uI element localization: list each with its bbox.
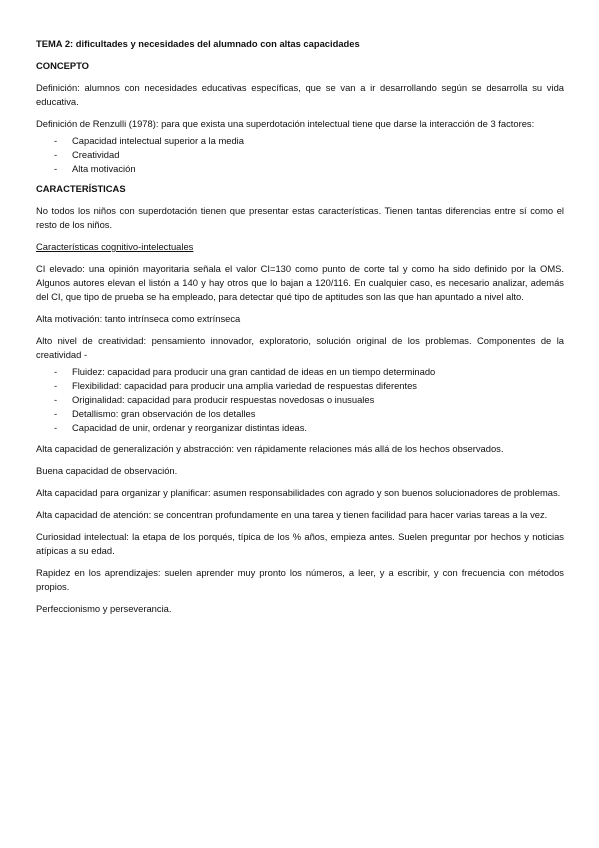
cognitivo-heading: Características cognitivo-intelectuales [36,241,194,252]
document-body [36,37,564,624]
document-title: TEMA 2: dificultades y necesidades del alumnado con altas capacidades [36,38,360,49]
concepto-heading: CONCEPTO [36,60,89,71]
list-item: - Alta motivación [36,162,564,176]
list-item: - Originalidad: capacidad para producir respuestas novedosas o inusuales [36,393,564,407]
list-item: - Capacidad de unir, ordenar y reorganizar distintas ideas. [36,421,564,435]
definicion-paragraph: Definición: alumnos con necesidades educativas específicas, que se van a ir desarrollando según se desarrolla su vida educativa. [36,82,564,107]
generalizacion-paragraph: Alta capacidad de generalización y abstracción: ven rápidamente relaciones más allá de los hechos observados. [36,443,504,454]
list-item: - Creatividad [36,148,564,162]
caracteristicas-heading: CARACTERÍSTICAS [36,183,126,194]
observacion-paragraph: Buena capacidad de observación. [36,465,178,476]
list-item: - Flexibilidad: capacidad para producir una amplia variedad de respuestas diferentes [36,379,564,393]
caracteristicas-intro: No todos los niños con superdotación tienen que presentar estas características. Tienen tantas diferencias entre sí como el resto de los niños. [36,205,564,230]
renzulli-paragraph: Definición de Renzulli (1978): para que exista una superdotación intelectual tiene que darse la interacción de 3 factores: [36,118,535,129]
atencion-paragraph: Alta capacidad de atención: se concentran profundamente en una tarea y tienen facilidad para hacer varias tareas a la vez. [36,509,548,520]
factores-list [36,134,564,176]
componentes-list [36,365,564,435]
curiosidad-paragraph: Curiosidad intelectual: la etapa de los porqués, típica de los % años, empieza antes. Suelen preguntar por hechos y noticias atípicas a su edad. [36,531,564,556]
ci-elevado-paragraph: CI elevado: una opinión mayoritaria señala el valor CI=130 como punto de corte tal y como ha sido definido por la OMS. Algunos autores elevan el listón a 140 y hay otros que lo bajan a 120/116. En cualquier caso, es necesario analizar, además del CI, que tipo de prueba se ha empleado, para detectar qué tipo de aptitudes son las que han apuntado a nivel alto. [36,263,564,302]
list-item: - Capacidad intelectual superior a la media [36,134,564,148]
alta-motivacion-paragraph: Alta motivación: tanto intrínseca como extrínseca [36,313,241,324]
creatividad-paragraph: Alto nivel de creatividad: pensamiento innovador, exploratorio, solución original de los problemas. Componentes de la creatividad - [36,335,564,360]
list-item: - Fluidez: capacidad para producir una gran cantidad de ideas en un tiempo determinado [36,365,564,379]
organizar-paragraph: Alta capacidad para organizar y planificar: asumen responsabilidades con agrado y son buenos solucionadores de problemas. [36,487,561,498]
rapidez-paragraph: Rapidez en los aprendizajes: suelen aprender muy pronto los números, a leer, y a escribir, y con frecuencia con métodos propios. [36,567,564,592]
list-item: - Detallismo: gran observación de los detalles [36,407,564,421]
perfeccionismo-paragraph: Perfeccionismo y perseverancia. [36,603,172,614]
